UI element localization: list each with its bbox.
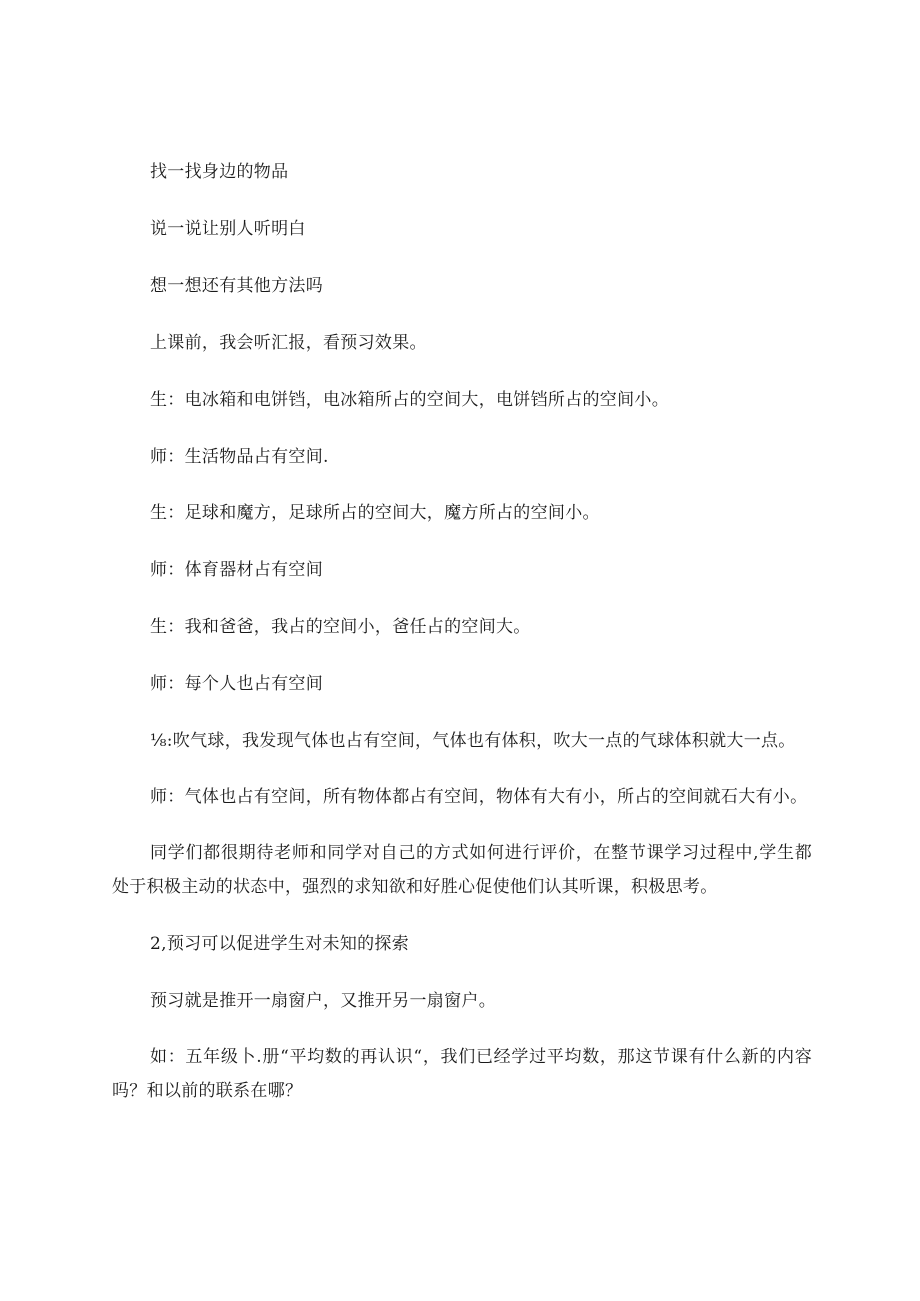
paragraph-window: 预习就是推开一扇窗户，又推开另一扇窗户。	[150, 991, 496, 1011]
paragraph-evaluation: 同学们都很期待老师和同学对自己的方式如何进行评价，在整节课学习过程中,学生都处于积极主动的状态中，强烈的求知欲和好胜心促使他们认其听课，积极思考。	[112, 843, 812, 897]
paragraph-teacher-items: 师：生活物品占有空间.	[150, 447, 329, 467]
paragraph-teacher-person: 师：每个人也占有空间	[150, 674, 323, 694]
paragraph-before-class: 上课前，我会听汇报，看预习效果。	[150, 333, 427, 353]
paragraph-teacher-sports: 师：体育器材占有空间	[150, 560, 323, 580]
paragraph-other-methods: 想一想还有其他方法吗	[150, 276, 323, 296]
paragraph-explain-clearly: 说一说让别人听明白	[150, 219, 306, 239]
paragraph-find-items: 找一找身边的物品	[150, 162, 289, 182]
paragraph-student-dad: 生：我和爸爸，我占的空间小，爸任占的空间大。	[150, 617, 531, 637]
paragraph-student-fridge: 生：电冰箱和电饼铛，电冰箱所占的空间大，电饼铛所占的空间小。	[150, 390, 669, 410]
section-heading-preview: 2,预习可以促进学生对未知的探索	[150, 934, 410, 954]
paragraph-student-football: 生：足球和魔方，足球所占的空间大，魔方所占的空间小。	[150, 503, 600, 523]
paragraph-balloon: ⅛:吹气球，我发现气体也占有空间，气体也有体积，吹大一点的气球体积就大一点。	[150, 731, 796, 751]
paragraph-example-average: 如：五年级卜.册“平均数的再认识“，我们已经学过平均数，那这节课有什么新的内容吗？和以前的联系在哪？	[112, 1047, 812, 1101]
paragraph-teacher-gas: 师：气体也占有空间，所有物体都占有空间，物体有大有小，所占的空间就石大有小。	[150, 787, 808, 807]
